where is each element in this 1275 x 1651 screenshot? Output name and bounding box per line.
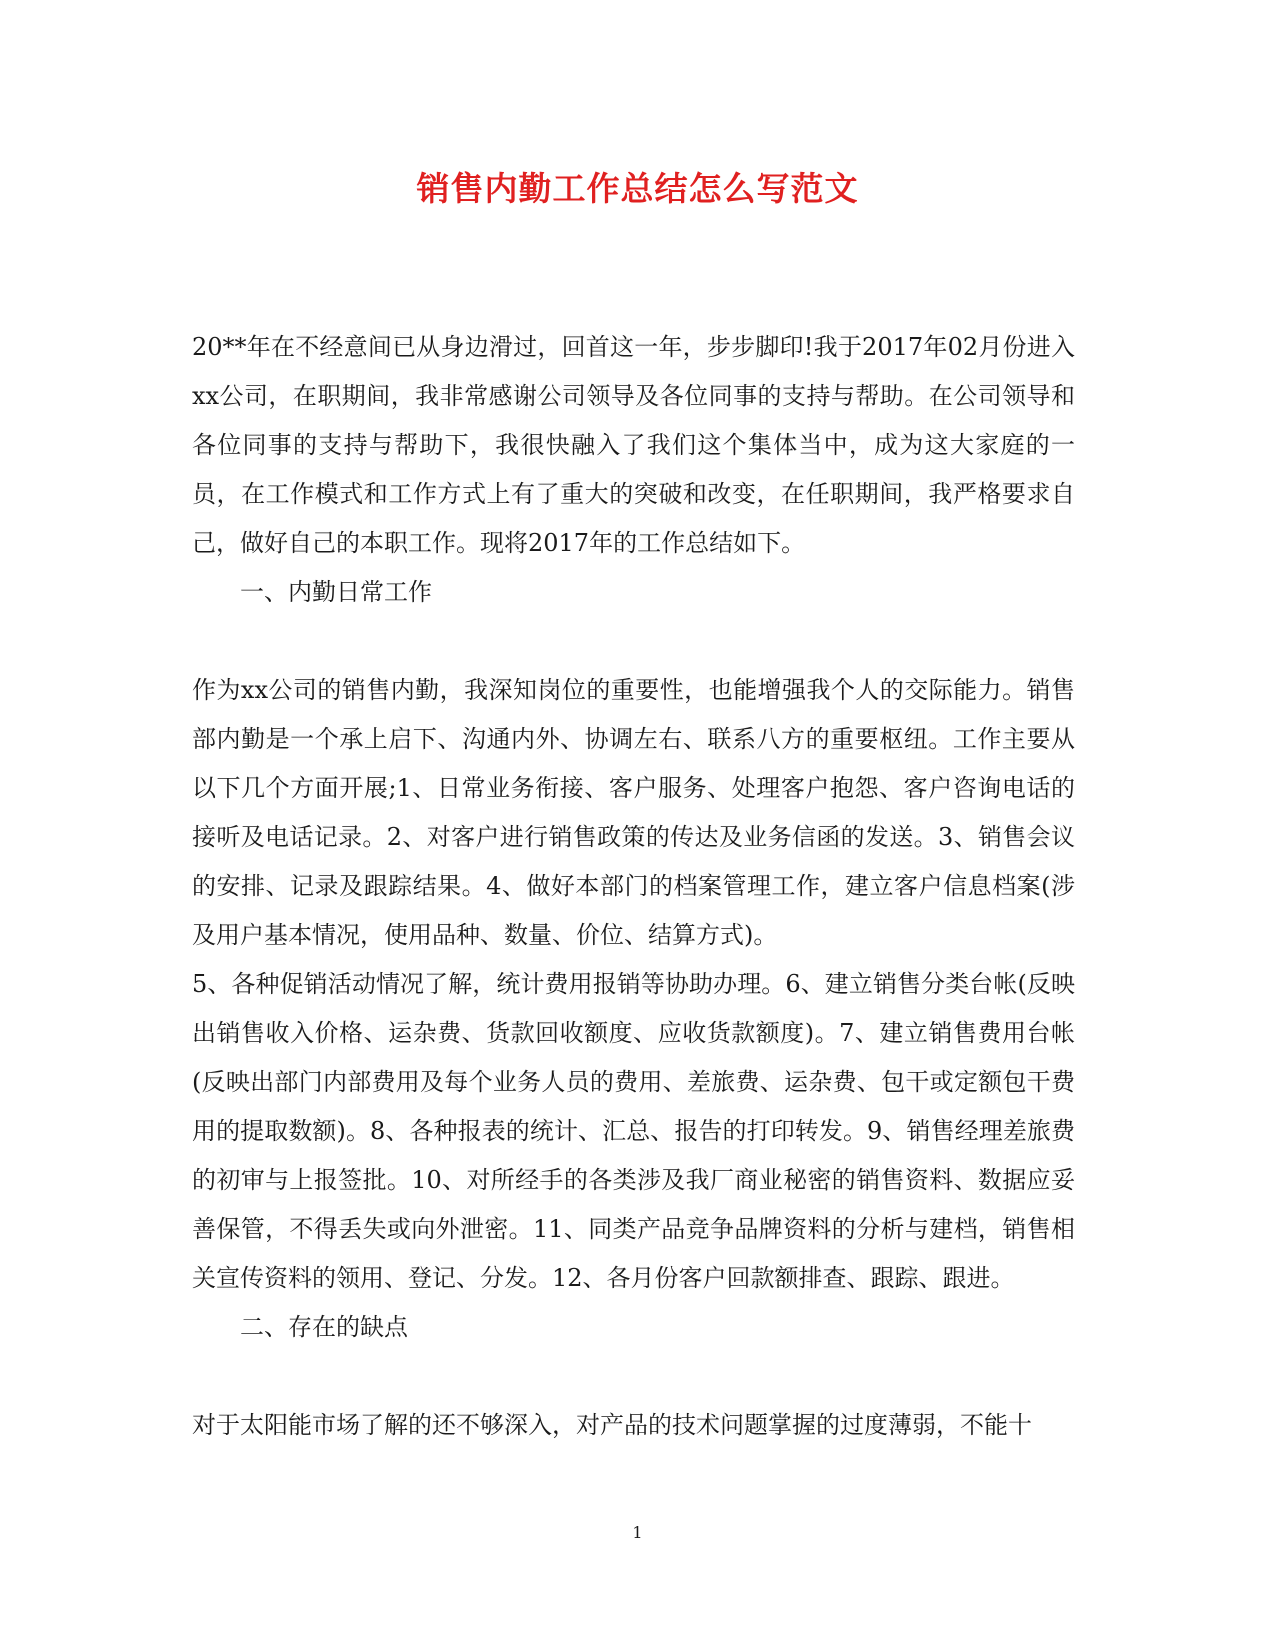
paragraph-spacer <box>192 617 1075 666</box>
document-body <box>192 323 1075 1450</box>
document-title: 销售内勤工作总结怎么写范文 <box>416 169 859 208</box>
section-heading-shortcomings: 二、存在的缺点 <box>240 1313 408 1341</box>
daily-work-paragraph-1: 作为xx公司的销售内勤，我深知岗位的重要性，也能增强我个人的交际能力。销售部内勤是一个承上启下、沟通内外、协调左右、联系八方的重要枢纽。工作主要从以下几个方面开展;1、日常业务衔接、客户服务、处理客户抱怨、客户咨询电话的接听及电话记录。2、对客户进行销售政策的传达及业务信函的发送。3、销售会议的安排、记录及跟踪结果。4、做好本部门的档案管理工作，建立客户信息档案(涉及用户基本情况，使用品种、数量、价位、结算方式)。 <box>192 676 1075 949</box>
daily-work-paragraph-2: 5、各种促销活动情况了解，统计费用报销等协助办理。6、建立销售分类台帐(反映出销售收入价格、运杂费、货款回收额度、应收货款额度)。7、建立销售费用台帐(反映出部门内部费用及每个业务人员的费用、差旅费、运杂费、包干或定额包干费用的提取数额)。8、各种报表的统计、汇总、报告的打印转发。9、销售经理差旅费的初审与上报签批。10、对所经手的各类涉及我厂商业秘密的销售资料、数据应妥善保管，不得丢失或向外泄密。11、同类产品竞争品牌资料的分析与建档，销售相关宣传资料的领用、登记、分发。12、各月份客户回款额排查、跟踪、跟进。 <box>192 970 1075 1292</box>
intro-paragraph: 20**年在不经意间已从身边滑过，回首这一年，步步脚印!我于2017年02月份进入xx公司，在职期间，我非常感谢公司领导及各位同事的支持与帮助。在公司领导和各位同事的支持与帮助下，我很快融入了我们这个集体当中，成为这大家庭的一员，在工作模式和工作方式上有了重大的突破和改变，在任职期间，我严格要求自己，做好自己的本职工作。现将2017年的工作总结如下。 <box>192 333 1075 557</box>
paragraph-spacer <box>192 1352 1075 1401</box>
section-heading-daily-work: 一、内勤日常工作 <box>240 578 432 606</box>
shortcomings-paragraph: 对于太阳能市场了解的还不够深入，对产品的技术问题掌握的过度薄弱，不能十 <box>192 1411 1032 1439</box>
page-number: 1 <box>632 1523 643 1542</box>
